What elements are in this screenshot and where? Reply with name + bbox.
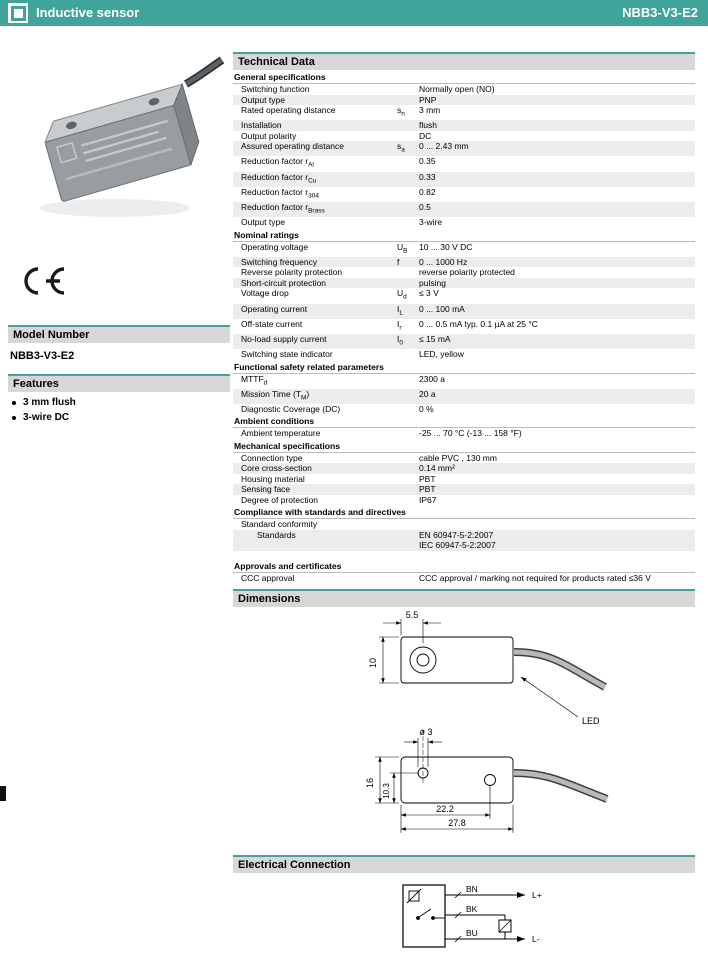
spec-value: reverse polarity protected [419,267,515,278]
spec-label: $MTTF_d$ [241,373,268,387]
spec-label: No-load supply current [241,333,327,344]
spec-row [233,304,695,319]
spec-symbol: $s_n$ [397,105,405,118]
spec-row [233,428,695,439]
wire-label-bk: BK [466,904,478,915]
dim-label-16: 16 [365,778,375,789]
spec-value: CCC approval / marking not required for products rated ≤36 V [419,572,651,583]
spec-symbol [397,120,419,131]
wire-label-bn: BN [466,884,478,895]
model-number-value: NBB3-V3-E2 [10,350,75,362]
spec-value: 2300 a [419,373,445,384]
spec-row [233,278,695,289]
spec-row [233,120,695,131]
features-list [10,397,76,427]
spec-symbol [397,463,419,474]
spec-label: Installation [241,120,282,131]
spec-label: Ambient temperature [241,428,321,439]
spec-value: LED, yellow [419,349,464,360]
spec-symbol: f [397,256,400,267]
spec-row [233,202,695,217]
page-title: Inductive sensor [36,5,140,20]
spec-symbol: $I_0$ [397,333,403,347]
spec-label: Switching frequency [241,256,318,267]
spec-symbol [397,484,419,495]
spec-value: PNP [419,94,437,105]
spec-symbol [397,278,419,289]
led-label: LED [582,716,600,727]
spec-symbol [397,84,419,95]
spec-symbol [397,453,419,464]
spec-row [233,484,695,495]
spec-symbol [397,187,419,202]
spec-label: CCC approval [241,572,295,583]
spec-row [233,131,695,142]
spec-symbol: $I_L$ [397,303,403,317]
spec-label: Reduction factor $r_{Cu}$ [241,171,317,185]
spec-symbol [397,202,419,217]
spec-row [233,141,695,156]
feature-label: 3 mm flush [23,397,76,408]
spec-row [233,573,695,584]
spec-label: Output type [241,217,285,228]
spec-symbol [397,95,419,106]
spec-row [233,288,695,303]
spec-value: cable PVC , 130 mm [419,452,497,463]
spec-value: 10 ... 30 V DC [419,241,473,252]
wire-label-bu: BU [466,928,478,939]
spec-row [233,530,695,551]
spec-row [233,95,695,106]
spec-row [233,257,695,268]
main-content [233,52,695,970]
spec-value: PBT [419,473,436,484]
spec-group-header: Mechanical specifications [233,441,695,453]
spec-label: Diagnostic Coverage (DC) [241,403,341,414]
spec-row [233,242,695,257]
spec-row [233,172,695,187]
dim-label-10-3: 10.3 [382,783,391,800]
dim-label-5-5: 5.5 [405,610,419,621]
spec-row [233,267,695,278]
spec-label: Standard conformity [241,519,318,530]
feature-item [10,412,76,423]
spec-label: Reverse polarity protection [241,267,343,278]
spec-value: 0 ... 2.43 mm [419,141,469,152]
spec-symbol [397,131,419,142]
spec-row [233,156,695,171]
dim-label-10: 10 [368,658,378,669]
spec-symbol [397,519,419,530]
spec-group-header: Compliance with standards and directives [233,507,695,519]
spec-label: Output polarity [241,130,297,141]
spec-row [233,334,695,349]
spec-label: Operating voltage [241,241,309,252]
spec-symbol [397,374,419,389]
spec-symbol [397,267,419,278]
feature-item [10,397,76,408]
spec-group-header: Approvals and certificates [233,561,695,573]
features-header: Features [8,374,230,392]
spec-label: Mission Time $(T_M)$ [241,388,310,402]
spec-row [233,217,695,228]
spec-symbol [397,404,419,415]
spec-value: 0 ... 1000 Hz [419,256,468,267]
spec-symbol [397,428,419,439]
spec-value: 3-wire [419,217,443,228]
spec-row [233,319,695,334]
dim-label-27-8: 27.8 [448,818,466,829]
dimensions-header: Dimensions [233,589,695,607]
terminal-label-lplus: L+ [532,890,542,901]
spec-value: ≤ 15 mA [419,333,451,344]
dim-label-22-2: 22.2 [436,804,454,815]
spec-label: Standards [257,529,296,540]
spec-symbol: $s_a$ [397,141,405,154]
spec-row [233,187,695,202]
technical-data-header: Technical Data [233,52,695,70]
spec-group-header: Functional safety related parameters [233,362,695,374]
bullet-icon [12,401,16,405]
spec-value: 3 mm [419,105,441,115]
electrical-header: Electrical Connection [233,855,695,873]
brand-square-icon [8,3,28,23]
spec-value: 0 ... 100 mA [419,303,465,314]
wiring-diagram [233,873,695,965]
spec-label: Degree of protection [241,494,319,505]
spec-row [233,519,695,530]
ce-mark [16,264,68,298]
spec-symbol [397,217,419,228]
spec-label: Output type [241,94,285,105]
spec-symbol [397,389,419,404]
spec-label: Rated operating distance [241,105,336,115]
spec-group-header: General specifications [233,72,695,84]
spec-row [233,404,695,415]
dimension-drawing [233,607,695,850]
spec-label: Core cross-section [241,463,312,474]
spec-label: Operating current [241,303,308,314]
spec-row [233,389,695,404]
spec-symbol [397,474,419,485]
spec-row [233,495,695,506]
spec-row [233,349,695,360]
spec-row [233,84,695,95]
terminal-label-lminus: L- [532,934,540,945]
dim-label-hole: ø 3 [419,727,433,738]
spec-label: Switching state indicator [241,349,333,360]
page-edge-mark [0,786,6,801]
spec-value: 0.5 [419,201,431,212]
feature-label: 3-wire DC [23,412,70,423]
dimensions-section [233,589,695,855]
brand-square-inner-icon [11,6,26,21]
bullet-icon [12,416,16,420]
spec-label: Off-state current [241,318,303,329]
spec-label: Reduction factor $r_{Brass}$ [241,201,325,215]
spec-group-header: Nominal ratings [233,230,695,242]
spec-group-header: Ambient conditions [233,416,695,428]
spec-value [419,519,695,530]
spec-value: 0 ... 0.5 mA typ. 0.1 µA at 25 °C [419,318,538,329]
spec-value: -25 ... 70 °C (-13 ... 158 °F) [419,428,522,439]
spec-symbol [397,573,419,584]
spec-symbol [397,530,419,551]
spec-value: EN 60947-5-2:2007 IEC 60947-5-2:2007 [419,529,496,551]
spec-label: Reduction factor $r_{304}$ [241,186,319,200]
product-title: NBB3-V3-E2 [622,5,698,20]
spec-label: Housing material [241,473,305,484]
spec-value: 20 a [419,388,436,399]
spec-value: flush [419,120,437,131]
sensor-photo-drawing [10,40,225,235]
spec-value: 0.82 [419,186,436,197]
spec-value: 0.14 mm² [419,463,455,474]
spec-symbol [397,495,419,506]
spec-symbol [397,156,419,171]
spec-label: Switching function [241,84,310,94]
spec-value: PBT [419,484,436,495]
spec-label: Reduction factor $r_{Al}$ [241,156,314,170]
spec-value: Normally open (NO) [419,84,495,94]
spec-row [233,374,695,389]
spec-value: DC [419,130,432,141]
model-number-header: Model Number [8,325,230,343]
spec-symbol: $I_r$ [397,318,402,332]
spec-label: Sensing face [241,484,291,495]
spec-symbol: $U_B$ [397,241,408,255]
spec-value: pulsing [419,277,446,288]
spec-row [233,474,695,485]
spec-row [233,105,695,120]
spec-symbol: $U_d$ [397,288,407,301]
spec-row [233,463,695,474]
spec-symbol [397,172,419,187]
spec-value: ≤ 3 V [419,288,439,299]
spec-label: Voltage drop [241,288,289,299]
spec-label: Assured operating distance [241,141,345,152]
spec-groups [233,72,695,583]
spec-value: 0 % [419,403,434,414]
spec-symbol [397,349,419,360]
header-bar [0,0,708,26]
spec-value: 0.33 [419,171,436,182]
electrical-section [233,855,695,970]
spec-value: IP67 [419,494,437,505]
spec-label: Short-circuit protection [241,277,327,288]
spec-row [233,453,695,464]
spec-value: 0.35 [419,156,436,167]
product-photo [10,40,225,235]
spec-label: Connection type [241,452,303,463]
